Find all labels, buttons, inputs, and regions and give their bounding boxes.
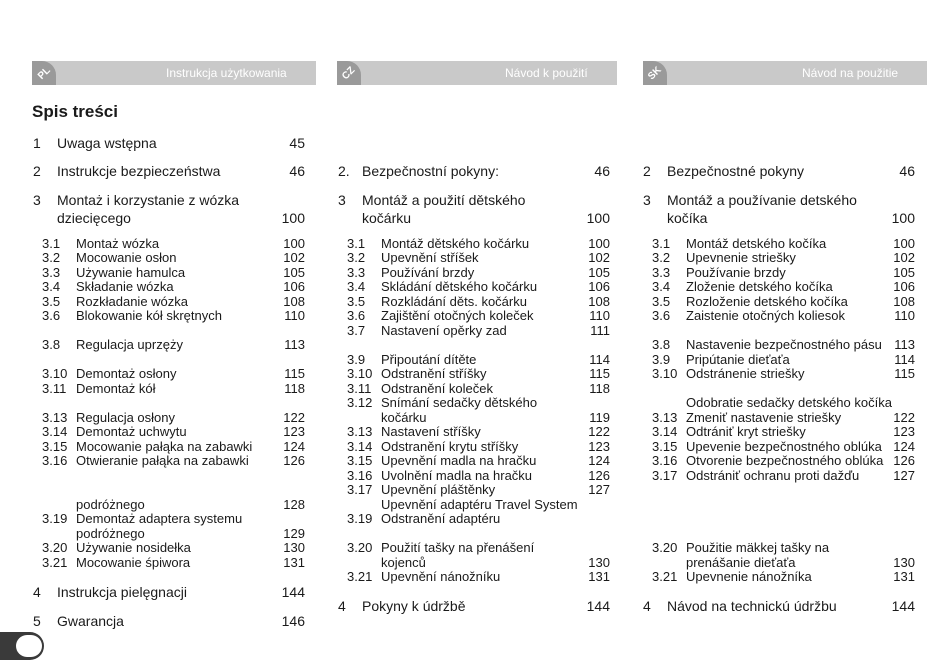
toc-text: Návod na technickú údržbu — [667, 598, 837, 614]
toc-page-number: 100 — [281, 210, 305, 226]
toc-page-number: 124 — [893, 439, 915, 454]
toc-text: Składanie wózka — [76, 279, 174, 294]
toc-text: podróżnego — [76, 526, 145, 541]
toc-text: Montáž dětského kočárku — [381, 236, 530, 251]
toc-text: Blokowanie kół skrętnych — [76, 308, 222, 323]
toc-page-number: 113 — [894, 337, 915, 352]
toc-page-number: 114 — [894, 352, 915, 367]
toc-text: Mocowanie śpiwora — [76, 555, 191, 570]
toc-number: 3.19 — [42, 511, 68, 526]
header-title-sk: Návod na použitie — [802, 66, 899, 80]
toc-text: Instrukcje bezpieczeństwa — [57, 163, 221, 179]
toc-page-number: 119 — [589, 410, 610, 425]
toc-page-number: 131 — [283, 555, 305, 570]
toc-number: 3.11 — [42, 381, 67, 396]
toc-text: Odstrániť ochranu proti dažďu — [686, 468, 860, 483]
toc-text: Pokyny k údržbě — [362, 598, 466, 614]
toc-text: Odtrániť kryt striešky — [686, 424, 806, 439]
toc-number: 3.21 — [652, 569, 678, 584]
toc-number: 3.20 — [652, 540, 678, 555]
toc-number: 3.6 — [42, 308, 61, 323]
toc-page-number: 115 — [589, 366, 610, 381]
toc-number: 3.2 — [652, 250, 671, 265]
toc-page-number: 123 — [283, 424, 305, 439]
toc-number: 3.9 — [347, 352, 366, 367]
toc-page-number: 102 — [893, 250, 915, 265]
toc-number: 5 — [33, 613, 41, 629]
toc-text: Odstránenie striešky — [686, 366, 805, 381]
toc-number: 3.5 — [347, 294, 366, 309]
toc-page-number: 129 — [283, 526, 305, 541]
toc-text: Otvorenie bezpečnostného oblúka — [686, 453, 884, 468]
toc-page-number: 46 — [899, 163, 915, 179]
toc-text: Skládání dětského kočárku — [381, 279, 538, 294]
toc-page-number: 108 — [893, 294, 915, 309]
language-badge-sk: SK — [643, 61, 667, 85]
toc-number: 3.20 — [42, 540, 68, 555]
toc-number: 3.4 — [347, 279, 366, 294]
toc-text: Používání brzdy — [381, 265, 475, 280]
toc-page-number: 130 — [893, 555, 915, 570]
toc-page-number: 131 — [588, 569, 610, 584]
toc-text: Nastavení stříšky — [381, 424, 481, 439]
language-badge-pl: PL — [32, 61, 56, 85]
toc-page-number: 110 — [894, 308, 915, 323]
toc-text: Rozkładanie wózka — [76, 294, 189, 309]
toc-text: Demontaż kół — [76, 381, 156, 396]
toc-number: 3.17 — [347, 482, 373, 497]
toc-number: 3.21 — [347, 569, 373, 584]
toc-page-number: 124 — [283, 439, 305, 454]
toc-text: podróżnego — [76, 497, 145, 512]
toc-number: 3 — [33, 192, 41, 208]
toc-number: 3 — [643, 192, 651, 208]
toc-text: dziecięcego — [57, 210, 131, 226]
toc-page-number: 106 — [893, 279, 915, 294]
toc-text: Odstranění koleček — [381, 381, 494, 396]
toc-text: Bezpečnostné pokyny — [667, 163, 804, 179]
toc-number: 3.10 — [42, 366, 68, 381]
toc-text: Odstranění adaptéru — [381, 511, 501, 526]
toc-page-number: 111 — [590, 323, 610, 338]
toc-page-number: 108 — [283, 294, 305, 309]
toc-number: 2 — [643, 163, 651, 179]
toc-number: 3.8 — [652, 337, 671, 352]
toc-text: Montaż wózka — [76, 236, 160, 251]
toc-page-number: 110 — [284, 308, 305, 323]
toc-text: Zaistenie otočných koliesok — [686, 308, 845, 323]
toc-page-number: 113 — [284, 337, 305, 352]
toc-text: Montáž a použití dětského — [362, 192, 526, 208]
toc-number: 3.10 — [347, 366, 373, 381]
toc-text: Uwaga wstępna — [57, 135, 157, 151]
toc-text: Pripútanie dieťaťa — [686, 352, 790, 367]
toc-number: 3.14 — [347, 439, 373, 454]
toc-number: 3.17 — [652, 468, 678, 483]
toc-page-number: 127 — [588, 482, 610, 497]
toc-text: kočárku — [362, 210, 412, 226]
toc-page-number: 122 — [283, 410, 305, 425]
toc-text: Nastavenie bezpečnostného pásu — [686, 337, 882, 352]
toc-number: 3.20 — [347, 540, 373, 555]
toc-page-number: 105 — [588, 265, 610, 280]
toc-text: Použitie mäkkej tašky na — [686, 540, 830, 555]
toc-text: Použití tašky na přenášení — [381, 540, 535, 555]
toc-text: Používanie brzdy — [686, 265, 786, 280]
toc-text: kočárku — [381, 410, 427, 425]
toc-text: kojenců — [381, 555, 426, 570]
toc-text: Upevnenie striešky — [686, 250, 796, 265]
toc-page-number: 46 — [594, 163, 610, 179]
toc-text: Demontaż uchwytu — [76, 424, 187, 439]
toc-page-number: 102 — [283, 250, 305, 265]
toc-number: 3.3 — [652, 265, 671, 280]
toc-text: Upevnenie nánožníka — [686, 569, 812, 584]
toc-number: 3.14 — [42, 424, 68, 439]
toc-number: 3.1 — [652, 236, 671, 251]
toc-number: 3.21 — [42, 555, 68, 570]
toc-page-number: 144 — [281, 584, 305, 600]
toc-page-number: 123 — [893, 424, 915, 439]
toc-text: kočíka — [667, 210, 708, 226]
toc-text: Zloženie detského kočíka — [686, 279, 833, 294]
toc-page-number: 131 — [893, 569, 915, 584]
toc-text: Odobratie sedačky detského kočíka — [686, 395, 892, 410]
toc-text: Rozkládání děts. kočárku — [381, 294, 527, 309]
toc-page-number: 100 — [588, 236, 610, 251]
toc-text: Regulacja uprzęży — [76, 337, 183, 352]
toc-text: Otwieranie pałąka na zabawki — [76, 453, 249, 468]
toc-number: 3.8 — [42, 337, 61, 352]
toc-text: Upevenie bezpečnostného oblúka — [686, 439, 882, 454]
toc-number: 3.4 — [652, 279, 671, 294]
toc-text: Zmeniť nastavenie striešky — [686, 410, 842, 425]
toc-number: 3.11 — [347, 381, 372, 396]
toc-text: Demontaż adaptera systemu — [76, 511, 243, 526]
toc-number: 3.16 — [652, 453, 678, 468]
toc-number: 4 — [643, 598, 651, 614]
toc-text: Demontaż osłony — [76, 366, 177, 381]
toc-text: Regulacja osłony — [76, 410, 176, 425]
toc-page-number: 114 — [589, 352, 610, 367]
toc-page-number: 105 — [283, 265, 305, 280]
toc-number: 3.13 — [347, 424, 373, 439]
toc-page-number: 144 — [586, 598, 610, 614]
toc-page-number: 115 — [284, 366, 305, 381]
toc-number: 3.14 — [652, 424, 678, 439]
toc-number: 3.15 — [652, 439, 678, 454]
toc-number: 3.6 — [652, 308, 671, 323]
toc-number: 3.1 — [347, 236, 366, 251]
toc-number: 3.9 — [652, 352, 671, 367]
toc-text: Rozloženie detského kočíka — [686, 294, 848, 309]
toc-number: 3 — [338, 192, 346, 208]
toc-number: 3.10 — [652, 366, 678, 381]
toc-text: Připoutání dítěte — [381, 352, 477, 367]
toc-number: 3.5 — [652, 294, 671, 309]
toc-number: 3.13 — [652, 410, 678, 425]
toc-number: 3.15 — [347, 453, 373, 468]
toc-page-number: 124 — [588, 453, 610, 468]
toc-number: 3.3 — [347, 265, 366, 280]
toc-number: 3.7 — [347, 323, 366, 338]
toc-number: 3.19 — [347, 511, 373, 526]
toc-page-number: 45 — [289, 135, 305, 151]
toc-text: Mocowanie osłon — [76, 250, 177, 265]
toc-page-number: 126 — [588, 468, 610, 483]
toc-number: 3.13 — [42, 410, 68, 425]
toc-number: 4 — [33, 584, 41, 600]
toc-page-number: 100 — [586, 210, 610, 226]
toc-page-number: 102 — [588, 250, 610, 265]
toc-page-number: 118 — [284, 381, 305, 396]
toc-text: Snímání sedačky dětského — [381, 395, 538, 410]
toc-page-number: 100 — [893, 236, 915, 251]
toc-text: Używanie nosidełka — [76, 540, 191, 555]
toc-page-number: 100 — [891, 210, 915, 226]
toc-text: Montaż i korzystanie z wózka — [57, 192, 240, 208]
toc-page-number: 127 — [893, 468, 915, 483]
toc-text: Instrukcja pielęgnacji — [57, 584, 187, 600]
toc-text: Zajištění otočných koleček — [381, 308, 534, 323]
toc-page-number: 118 — [589, 381, 610, 396]
toc-page-number: 106 — [283, 279, 305, 294]
header-title-pl: Instrukcja użytkowania — [166, 66, 287, 80]
toc-text: Upevnění nánožníku — [381, 569, 501, 584]
page-corner-tab — [0, 632, 44, 660]
toc-number: 2. — [338, 163, 350, 179]
toc-page-number: 122 — [893, 410, 915, 425]
language-badge-cz: CZ — [337, 61, 361, 85]
toc-text: Gwarancja — [57, 613, 124, 629]
toc-number: 1 — [33, 135, 41, 151]
toc-number: 3.4 — [42, 279, 61, 294]
toc-page-number: 128 — [283, 497, 305, 512]
toc-page-number: 130 — [283, 540, 305, 555]
toc-number: 3.6 — [347, 308, 366, 323]
toc-page-number: 110 — [589, 308, 610, 323]
toc-number: 3.1 — [42, 236, 61, 251]
toc-page-number: 123 — [588, 439, 610, 454]
toc-number: 4 — [338, 598, 346, 614]
toc-page-number: 146 — [281, 613, 305, 629]
toc-text: Mocowanie pałąka na zabawki — [76, 439, 253, 454]
toc-number: 3.16 — [42, 453, 68, 468]
toc-number: 3.12 — [347, 395, 373, 410]
toc-text: Bezpečnostní pokyny: — [362, 163, 499, 179]
toc-text: prenášanie dieťaťa — [686, 555, 796, 570]
toc-page-number: 106 — [588, 279, 610, 294]
toc-page-number: 105 — [893, 265, 915, 280]
toc-number: 3.5 — [42, 294, 61, 309]
toc-text: Nastavení opěrky zad — [381, 323, 507, 338]
toc-text: Upevnění pláštěnky — [381, 482, 496, 497]
toc-number: 3.15 — [42, 439, 68, 454]
toc-page-number: 46 — [289, 163, 305, 179]
toc-page-number: 130 — [588, 555, 610, 570]
toc-page-number: 100 — [283, 236, 305, 251]
toc-text: Upevnění stříšek — [381, 250, 479, 265]
toc-number: 3.3 — [42, 265, 61, 280]
page-title: Spis treści — [32, 102, 118, 121]
toc-text: Montáž detského kočíka — [686, 236, 827, 251]
toc-page-number: 115 — [894, 366, 915, 381]
toc-page-number: 108 — [588, 294, 610, 309]
toc-text: Montáž a používanie detského — [667, 192, 857, 208]
toc-number: 2 — [33, 163, 41, 179]
toc-page-number: 122 — [588, 424, 610, 439]
toc-number: 3.2 — [42, 250, 61, 265]
toc-text: Upevnění madla na hračku — [381, 453, 537, 468]
toc-text: Odstranění stříšky — [381, 366, 487, 381]
header-title-cz: Návod k použití — [505, 66, 588, 80]
toc-number: 3.2 — [347, 250, 366, 265]
toc-page-number: 144 — [891, 598, 915, 614]
toc-text: Używanie hamulca — [76, 265, 186, 280]
toc-text: Upevnění adaptéru Travel System — [381, 497, 578, 512]
toc-page-number: 126 — [893, 453, 915, 468]
toc-text: Uvolnění madla na hračku — [381, 468, 533, 483]
toc-page-number: 126 — [283, 453, 305, 468]
toc-number: 3.16 — [347, 468, 373, 483]
toc-text: Odstranění krytu stříšky — [381, 439, 519, 454]
